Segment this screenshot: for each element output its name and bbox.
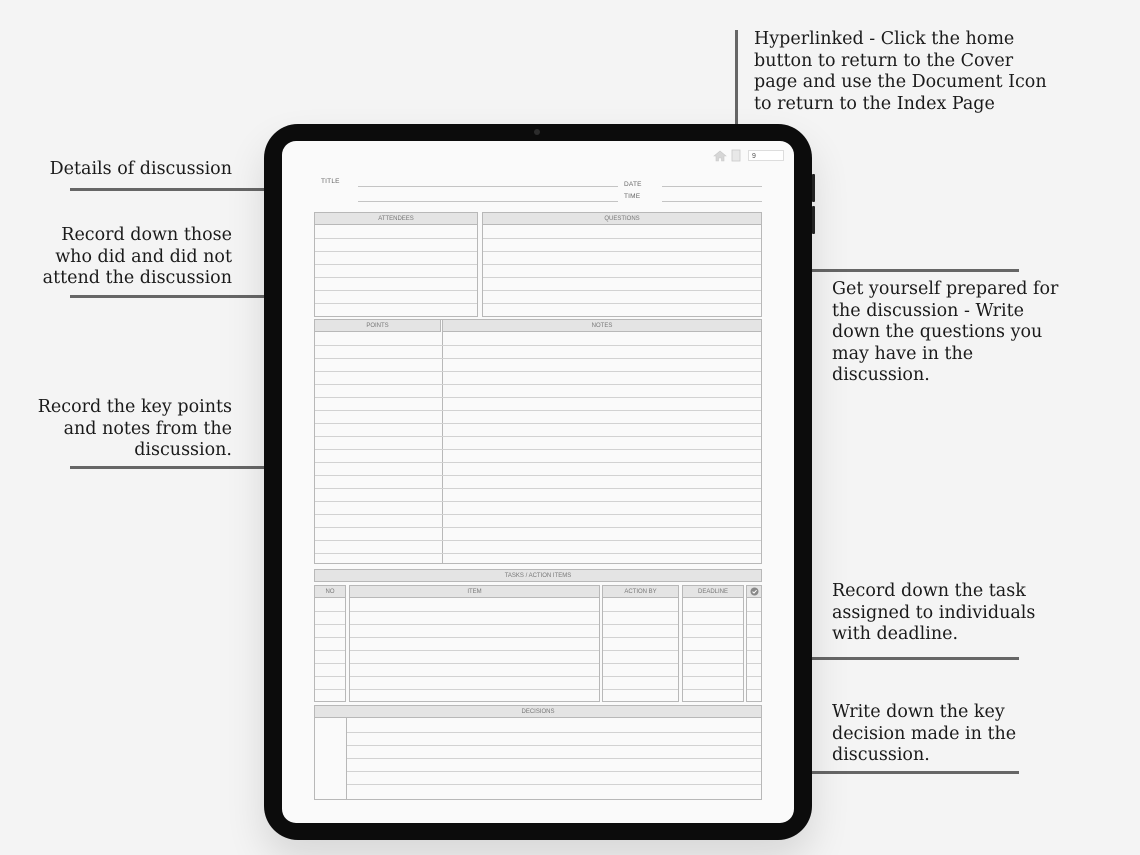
tablet-device xyxy=(264,124,812,840)
tasks-action-by-col[interactable] xyxy=(602,585,679,702)
tasks-item-col[interactable] xyxy=(349,585,600,702)
tasks-header: TASKS / ACTION ITEMS xyxy=(504,573,572,579)
points-notes-box[interactable] xyxy=(314,319,762,564)
tasks-title-bar xyxy=(314,569,762,582)
annotation-attendees: Record down those who did and did not attend the discussion xyxy=(42,225,232,288)
date-line[interactable] xyxy=(662,186,762,187)
deadline-header: DEADLINE xyxy=(683,586,743,598)
home-icon[interactable] xyxy=(713,150,727,162)
annotation-decisions: Write down the key decision made in the discussion. xyxy=(832,702,1017,765)
annotation-details: Details of discussion xyxy=(49,159,232,179)
title-line-1[interactable] xyxy=(358,186,618,187)
check-circle-icon xyxy=(750,587,759,596)
tasks-deadline-col[interactable] xyxy=(682,585,744,702)
item-header: ITEM xyxy=(350,586,599,598)
time-label: TIME xyxy=(624,193,641,200)
annotation-questions: Get yourself prepared for the discussion - Write down the questions you may have in the discussion. xyxy=(832,279,1059,385)
questions-header: QUESTIONS xyxy=(483,213,761,225)
action-by-header: ACTION BY xyxy=(603,586,678,598)
page-number: 9 xyxy=(748,150,784,161)
points-header: POINTS xyxy=(315,320,441,332)
title-label: TITLE xyxy=(321,178,340,185)
attendees-header: ATTENDEES xyxy=(315,213,477,225)
no-header: NO xyxy=(315,586,345,598)
decisions-box[interactable] xyxy=(314,705,762,800)
attendees-box[interactable] xyxy=(314,212,478,317)
date-label: DATE xyxy=(624,181,642,188)
document-icon[interactable] xyxy=(731,149,741,162)
planner-page xyxy=(282,141,794,823)
decisions-header: DECISIONS xyxy=(315,706,761,718)
tasks-check-col[interactable] xyxy=(746,585,762,702)
notes-header: NOTES xyxy=(443,320,761,332)
annotation-key-points: Record the key points and notes from the discussion. xyxy=(37,397,232,460)
annotation-hyperlinked: Hyperlinked - Click the home button to return to the Cover page and use the Document Icon to return to the Index Page xyxy=(754,29,1047,114)
camera xyxy=(534,129,540,135)
annotation-tasks: Record down the task assigned to individuals with deadline. xyxy=(832,581,1036,644)
tasks-no-col[interactable] xyxy=(314,585,346,702)
time-line[interactable] xyxy=(662,201,762,202)
title-line-2[interactable] xyxy=(358,201,618,202)
questions-box[interactable] xyxy=(482,212,762,317)
